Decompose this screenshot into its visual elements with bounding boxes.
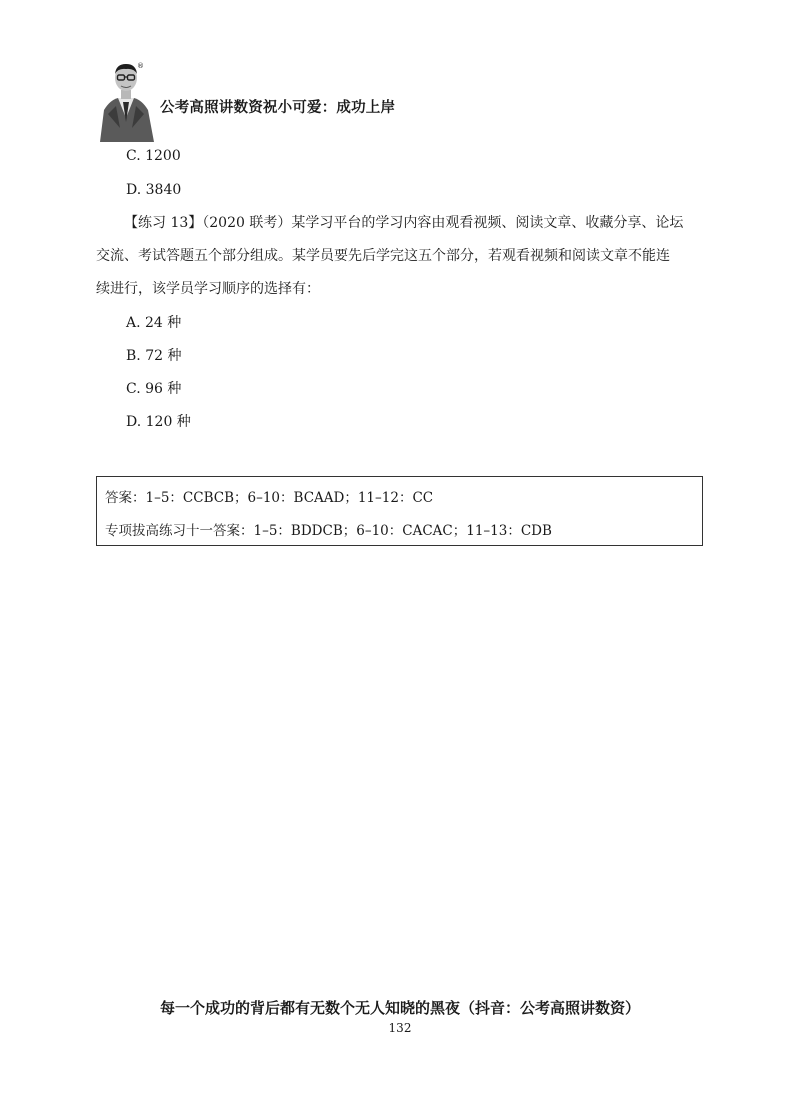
registered-mark: ® [137,62,144,70]
answer-line-2: 专项拔高练习十一答案：1–5：BDDCB；6–10：CACAC；11–13：CDB [105,523,552,539]
answer-line-1: 答案：1–5：CCBCB；6–10：BCAAD；11–12：CC [105,490,434,506]
page-number: 132 [388,1021,412,1035]
option-c: C. 96 种 [126,381,182,397]
answer-box [96,476,703,546]
question-line-1: 【练习 13】（2020 联考）某学习平台的学习内容由观看视频、阅读文章、收藏分享、论坛 [124,215,684,231]
page-header [96,58,496,144]
option-d-prev: D. 3840 [126,182,182,198]
header-title: 公考高照讲数资祝小可爱：成功上岸 [160,100,396,116]
option-b: B. 72 种 [126,348,182,364]
option-a: A. 24 种 [126,315,182,331]
option-d: D. 120 种 [126,414,191,430]
option-c-prev: C. 1200 [126,148,181,164]
question-line-2: 交流、考试答题五个部分组成。某学员要先后学完这五个部分，若观看视频和阅读文章不能连 [96,248,670,264]
question-line-3: 续进行，该学员学习顺序的选择有： [96,281,320,297]
footer-slogan: 每一个成功的背后都有无数个无人知晓的黑夜（抖音：公考高照讲数资） [159,999,640,1017]
author-photo [96,58,156,142]
